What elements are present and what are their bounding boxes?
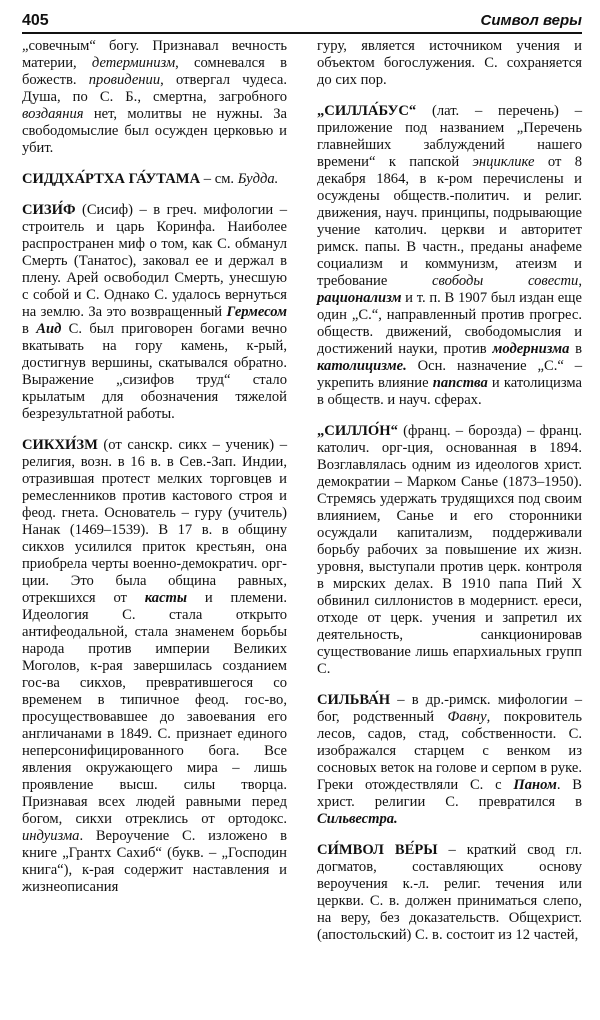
cross-reference-link[interactable]: энциклике bbox=[472, 154, 535, 170]
entry-sisyphus: СИЗИ́Ф (Сисиф) – в греч. мифологии – строитель и царь Коринфа. Наиболее распространен миф о том, как С. обманул Смерть (Танатос), заковал ее и держал в плену. Арей освободил Смерть, унесшую с собой и С. Однако С. удалось вернуться на землю. За это возвращенный Гермесом в Аид С. был приговорен богами вечно вкатывать на гору камень, к-рый, достигнув вершины, скатывался обратно. Выражение „сизифов труд“ стало крылатым для обозначения тяжелой безрезультатной работы. bbox=[22, 202, 287, 422]
cross-reference-link[interactable]: Сильвестра. bbox=[317, 811, 398, 827]
entry-silvanus: СИЛЬВА́Н – в др.-римск. мифологии – бог, родственный Фавну, покровитель лесов, садов, стад, собственности. С. изображался старцем с венком из сосновых веток на голове и серпом в руке. Греки отождествляли С. с Паном. В христ. религии С. превратился в Сильвестра. bbox=[317, 692, 583, 827]
headword: СИЗИ́Ф bbox=[22, 202, 76, 218]
cross-reference-link[interactable]: индуизма bbox=[22, 828, 80, 844]
cross-reference-link[interactable]: католицизме. bbox=[317, 358, 407, 374]
cross-reference-link[interactable]: Гермесом bbox=[226, 304, 287, 320]
cross-reference-link[interactable]: папства bbox=[432, 375, 488, 391]
left-column bbox=[22, 36, 287, 906]
entry-sikhism: СИКХИ́ЗМ (от санскр. сикх – ученик) – религия, возн. в 16 в. в Сев.-Зап. Индии, отразившая протест мелких торговцев и ремесленников против кастового строя и феод. гнета. Основатель – гуру (учитель) Нанак (1469–1539). В 17 в. в общину сикхов усилился приток крестьян, она приобрела черты военно-демократич. орг-ции. Это была община равных, отрекшихся от касты и племени. Идеология С. стала открыто антифеодальной, стала знаменем борьбы народа против империи Великих Моголов, к-рая завершилась созданием гос-ва сикхов, превратившегося со временем в типичное феод. гос-во, просуществовавшее до завоевания его англичанами в 1849. С. признает единого неперсонифицированного бога. Все явления окружающего мира – лишь проявление высш. силы творца. Признавая всех людей равными перед богом, сикхи отреклись от ортодокс. индуизма. Вероучение С. изложено в книге „Грантх Сахиб“ (букв. – „Господин книга“), к-рая содержит наставления и жизнеописания bbox=[22, 437, 287, 895]
cross-reference-link[interactable]: модернизма bbox=[492, 341, 570, 357]
headword: СИКХИ́ЗМ bbox=[22, 437, 98, 453]
entry-syllabus: „СИЛЛА́БУС“ (лат. – перечень) – приложение под названием „Перечень главнейших заблуждений нашего времени“ к папской энциклике от 8 декабря 1864, в к-ром перечислены и осуждены обществ.-политич. и религ. движения, науч. принципы, подрывающие учение католич. церкви и авторитет римск. папы. В частн., преданы анафеме социализм и коммунизм, атеизм и требование свободы совести, рационализм и т. п. В 1907 был издан еще один „С.“, направленный против прогрес. обществ. движений, свободомыслия и достижений науки, против модернизма в католицизме. Осн. назначение „С.“ – укрепить влияние папства и католицизма в обществ. и науч. сферах. bbox=[317, 103, 583, 408]
entry-continuation-left: „совечным“ богу. Признавал вечность материи, детерминизм, сомневался в божеств. провидении, отвергал чудеса. Душа, по С. Б., смертна, загробного воздаяния нет, молитвы не нужны. За свободомыслие был осужден церковью и убит. bbox=[22, 38, 287, 156]
running-head: Символ веры bbox=[480, 12, 582, 29]
header-rule bbox=[22, 32, 582, 34]
entry-symbol-of-faith: СИ́МВОЛ ВЕ́РЫ – краткий свод гл. догматов, составляющих основу вероучения к.-л. религ. течения или церкви. С. в. должен приниматься слепо, на веру, без доказательств. Общехрист. (апостольский) С. в. состоит из 12 частей, bbox=[317, 842, 582, 943]
right-column bbox=[317, 36, 582, 954]
headword: СИЛЬВА́Н bbox=[317, 692, 391, 708]
page-number: 405 bbox=[22, 12, 49, 29]
cross-reference-link[interactable]: свободы совести bbox=[432, 273, 579, 289]
cross-reference-link[interactable]: Будда. bbox=[237, 171, 279, 187]
cross-reference-link[interactable]: касты bbox=[144, 590, 188, 606]
cross-reference-link[interactable]: Аид bbox=[36, 321, 62, 337]
cross-reference-link[interactable]: рационализм bbox=[317, 290, 402, 306]
headword: СИДДХА́РТХА ГА́УТАМА bbox=[22, 171, 201, 187]
cross-reference-link[interactable]: Фавну bbox=[447, 709, 487, 725]
headword: „СИЛЛА́БУС“ bbox=[317, 103, 417, 119]
cross-reference-link[interactable]: Паном bbox=[513, 777, 557, 793]
entry-continuation-right: гуру, является источником учения и объектом богослужения. С. сохраняется до сих пор. bbox=[317, 38, 582, 88]
page-header bbox=[22, 12, 582, 34]
headword: СИ́МВОЛ ВЕ́РЫ bbox=[317, 842, 438, 858]
entry-sillon: „СИЛЛО́Н“ (франц. – борозда) – франц. католич. орг-ция, основанная в 1894. Возглавлялась одним из идеологов христ. демократии – Марком Санье (1873–1950). Стремясь удержать трудящихся под своим влиянием, Санье и его сторонники осуждали капитализм, поддерживали борьбу рабочих за повышение их жизн. уровня, выступали против церк. контроля в мирских делах. В 1910 папа Пий X обвинил силлонистов в модернист. ереси, отходе от церк. учения и запретил их деятельность, санкционировав существование лишь епархиальных групп С. bbox=[317, 423, 582, 677]
entry-siddhartha-gautama: СИДДХА́РТХА ГА́УТАМА – см. Будда. bbox=[22, 171, 279, 187]
headword: „СИЛЛО́Н“ bbox=[317, 423, 398, 439]
